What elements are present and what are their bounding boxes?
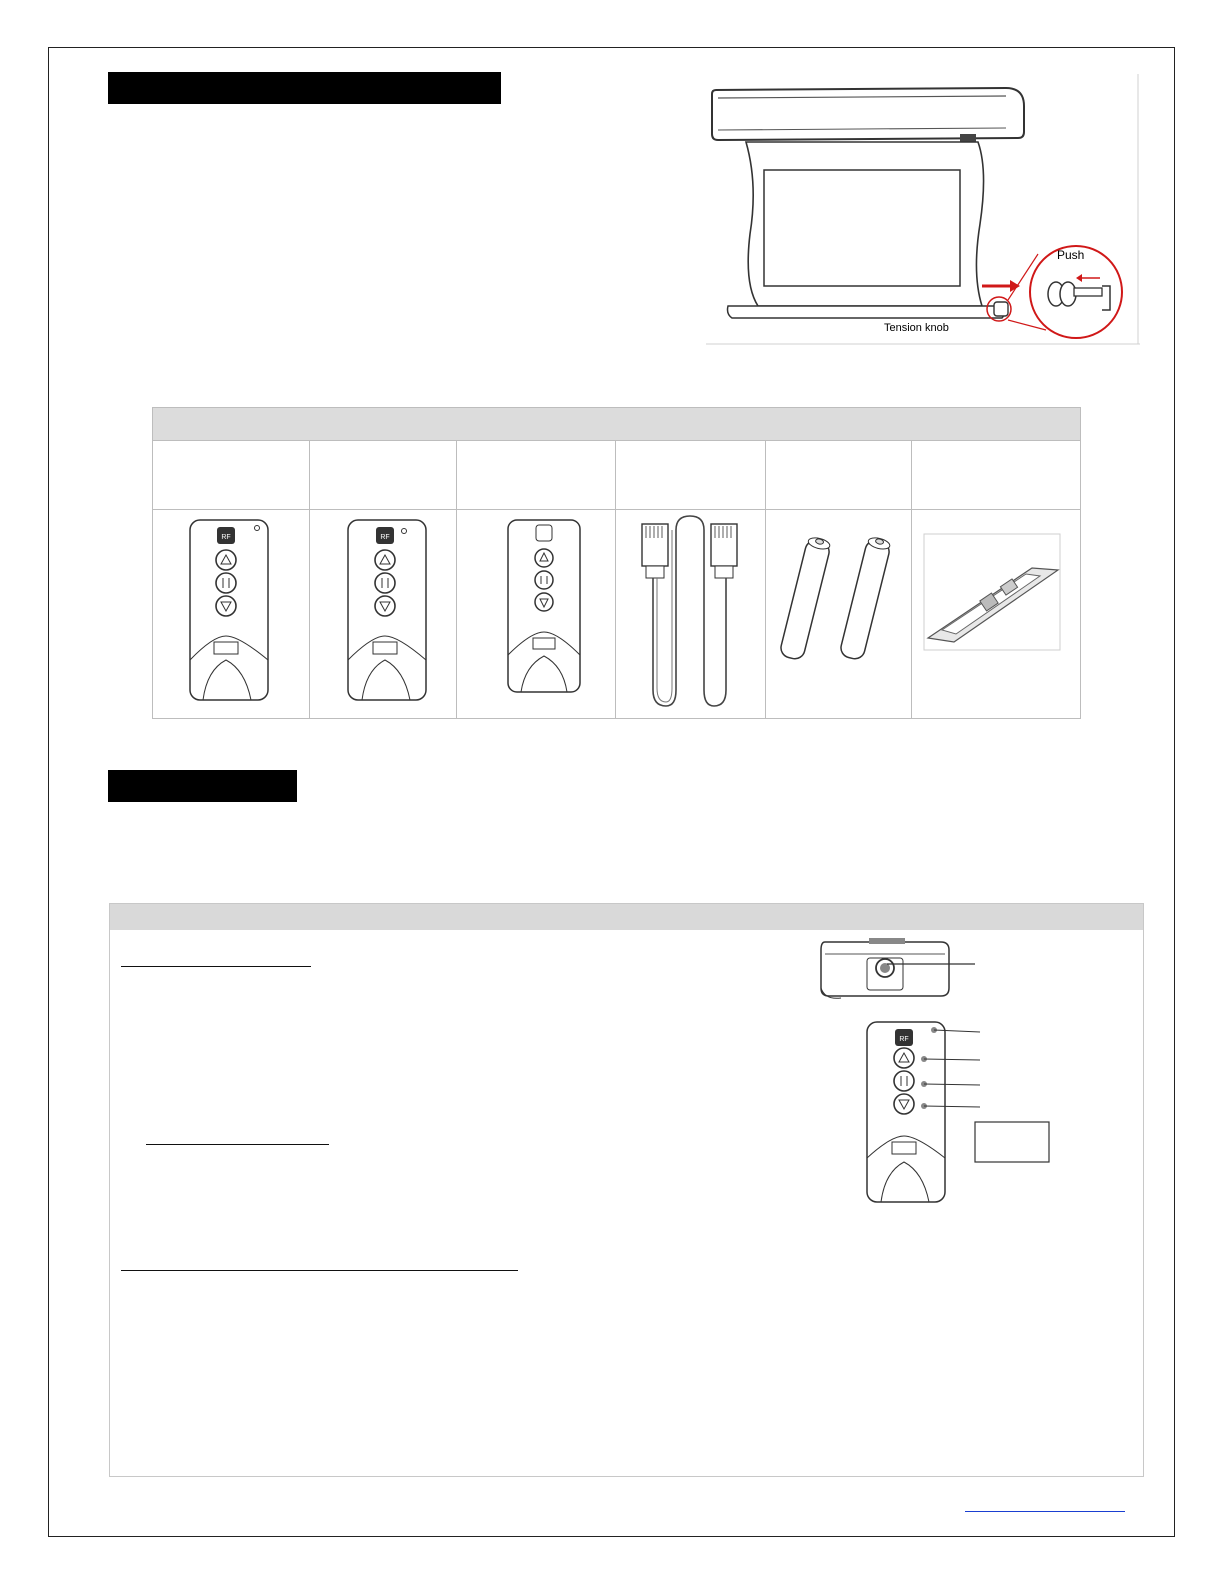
battery-icon <box>766 510 912 719</box>
accessory-label <box>457 440 615 510</box>
bracket-icon <box>912 510 1080 719</box>
accessory-label <box>310 440 456 510</box>
rj-cable-icon <box>616 510 766 719</box>
screen-diagram-art <box>706 74 1140 350</box>
accessory-rf-remote-2 <box>310 440 457 718</box>
svg-text:RF: RF <box>380 534 390 541</box>
footer-link[interactable] <box>965 1511 1125 1512</box>
remote-section-header <box>110 904 1143 930</box>
accessory-label <box>766 440 911 510</box>
subheading-underline-1 <box>121 966 311 967</box>
accessory-rj-cable <box>616 440 766 718</box>
accessory-label <box>616 440 765 510</box>
rf-remote-icon <box>153 510 310 719</box>
subheading-underline-3 <box>121 1270 518 1271</box>
ir-remote-icon <box>457 510 616 719</box>
accessory-label <box>912 440 1080 510</box>
svg-text:RF: RF <box>221 534 231 541</box>
screen-diagram <box>706 74 1140 350</box>
section-title-bar-2 <box>108 770 297 802</box>
rf-button-label: RF <box>899 1036 909 1043</box>
tension-knob-callout: Tension knob <box>884 322 949 334</box>
accessory-ir-remote <box>457 440 616 718</box>
section-title-bar-1 <box>108 72 501 104</box>
accessory-label <box>153 440 309 510</box>
accessory-rf-remote-1 <box>153 440 310 718</box>
accessory-bracket <box>912 440 1080 718</box>
accessory-batteries <box>766 440 912 718</box>
push-callout: Push <box>1057 248 1085 262</box>
accessories-table <box>152 407 1081 719</box>
accessories-table-header <box>153 408 1080 441</box>
remote-instructions-box <box>109 903 1144 1477</box>
subheading-underline-2 <box>146 1144 329 1145</box>
rf-remote-icon <box>310 510 457 719</box>
receiver-and-remote-diagram <box>815 936 1065 1206</box>
